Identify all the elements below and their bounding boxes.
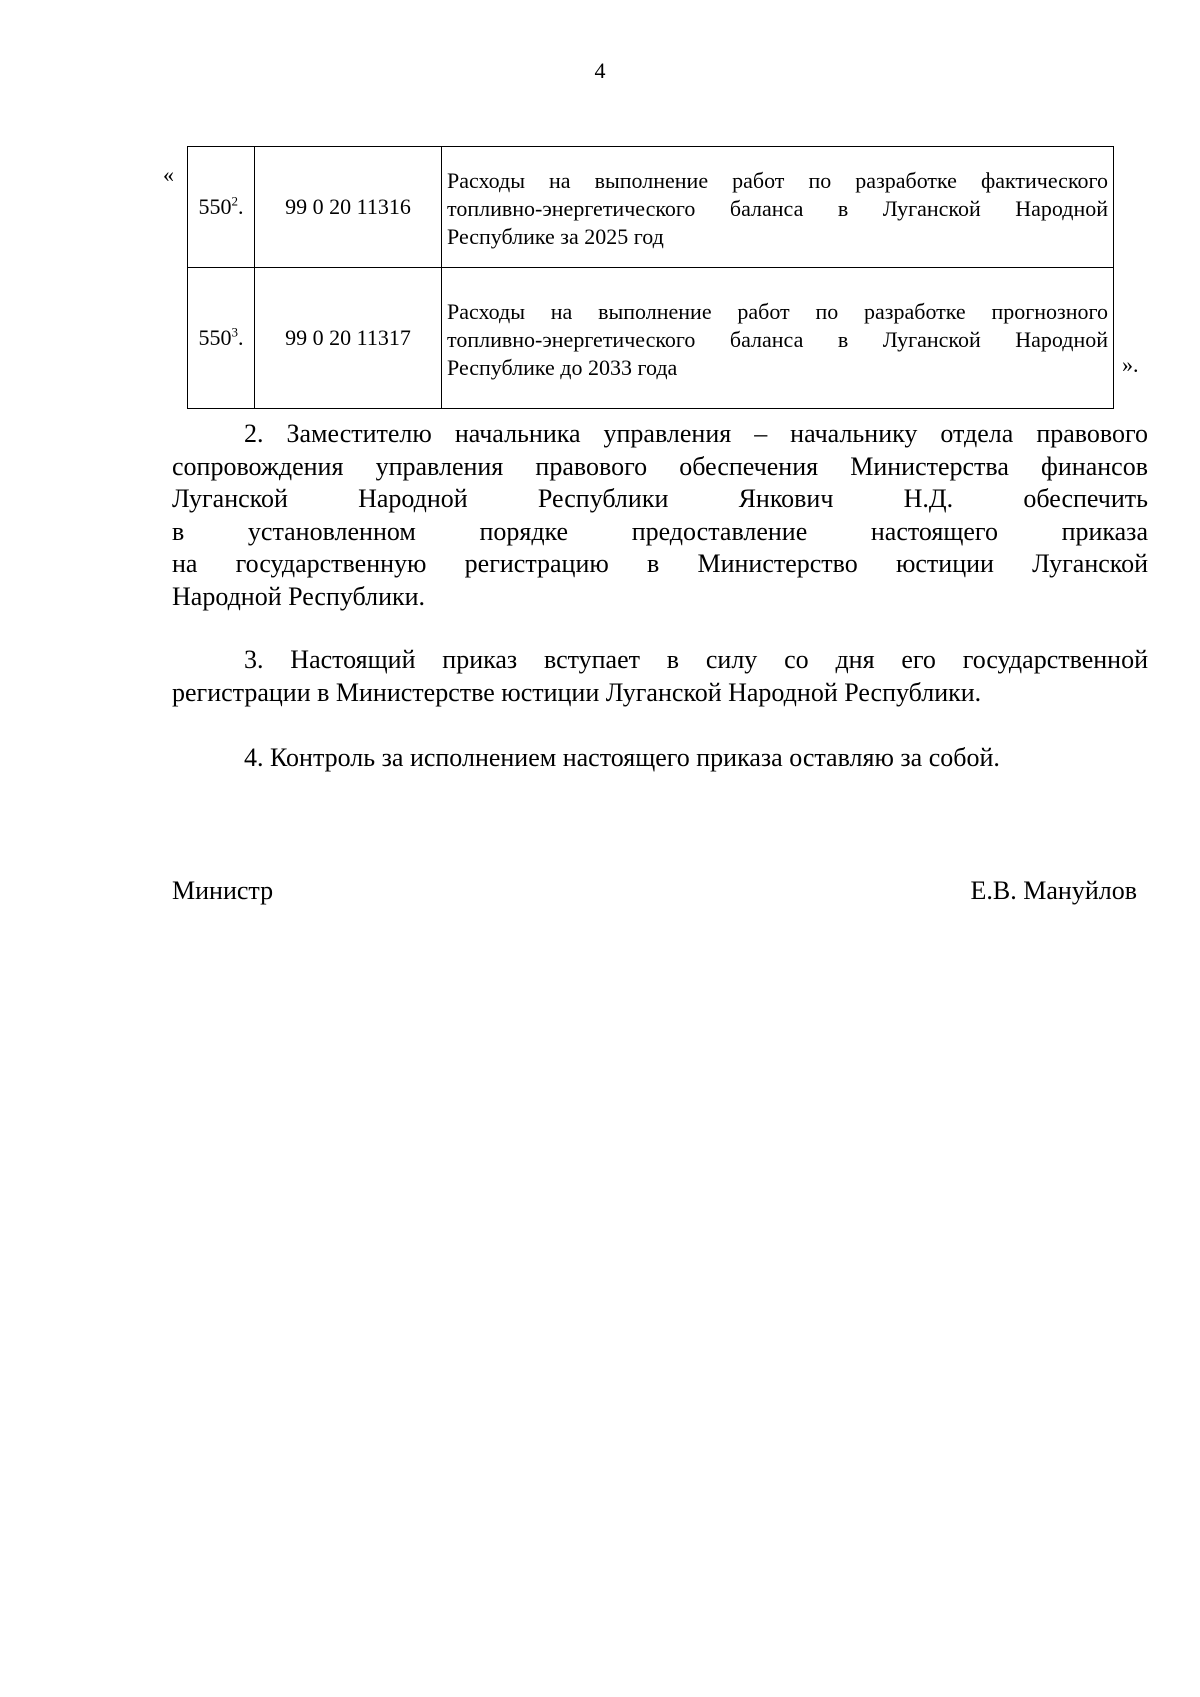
- description-line: Республике за 2025 год: [447, 224, 664, 249]
- description-line: Расходы на выполнение работ по разработке фактического: [447, 168, 1108, 193]
- description-cell: [442, 268, 1114, 409]
- budget-classification-table: [187, 146, 1114, 409]
- paragraph-line: регистрации в Министерстве юстиции Луганской Народной Республики.: [172, 677, 982, 707]
- description-line: Республике до 2033 года: [447, 355, 678, 380]
- budget-code-cell: 99 0 20 11316: [255, 147, 442, 268]
- paragraph-line: 4. Контроль за исполнением настоящего приказа оставляю за собой.: [244, 743, 1000, 772]
- paragraph-line: в установленном порядке предоставление настоящего приказа: [172, 516, 1148, 546]
- budget-code-cell: 99 0 20 11317: [255, 268, 442, 409]
- description-line: топливно-энергетического баланса в Луганской Народной: [447, 327, 1108, 352]
- paragraph-4: [172, 742, 1148, 775]
- page-number: 4: [594, 58, 606, 83]
- row-number-cell: $550^2$.: [188, 147, 255, 268]
- paragraph-line: 3. Настоящий приказ вступает в силу со дня его государственной: [244, 645, 1148, 674]
- description-line: Расходы на выполнение работ по разработке прогнозного: [447, 299, 1108, 324]
- signatory-title: Министр: [172, 876, 274, 905]
- paragraph-line: на государственную регистрацию в Министерство юстиции Луганской: [172, 549, 1148, 578]
- paragraph-2: [172, 418, 1148, 613]
- closing-quote: ».: [1122, 352, 1139, 377]
- opening-quote: «: [163, 162, 174, 187]
- table-row: [188, 268, 1114, 409]
- description-cell: [442, 147, 1114, 268]
- paragraph-line: 2. Заместителю начальника управления – начальнику отдела правового: [244, 419, 1148, 448]
- paragraph-line: Луганской Народной Республики Янкович Н.Д. обеспечить: [172, 484, 1148, 513]
- row-number-cell: $550^3$.: [188, 268, 255, 409]
- paragraph-line: Народной Республики.: [172, 581, 426, 611]
- signatory-name: Е.В. Мануйлов: [970, 876, 1137, 905]
- paragraph-line: сопровождения управления правового обеспечения Министерства финансов: [172, 451, 1148, 481]
- table-row: [188, 147, 1114, 268]
- description-line: топливно-энергетического баланса в Луганской Народной: [447, 196, 1108, 221]
- paragraph-3: [172, 644, 1148, 709]
